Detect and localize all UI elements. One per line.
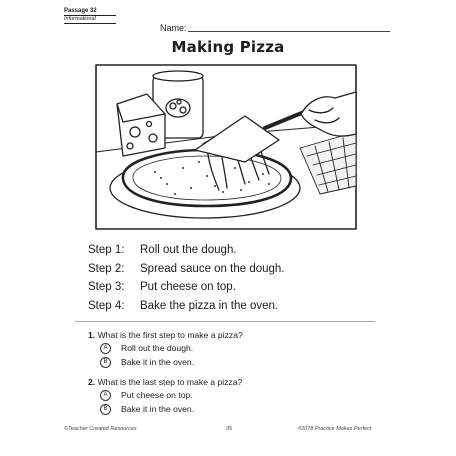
- footer-book-title: #2078 Practice Makes Perfect: [298, 426, 372, 432]
- hand-icon: [301, 92, 356, 136]
- question-number: 2.: [88, 377, 96, 387]
- pizza-illustration: [95, 64, 357, 230]
- step-item: [88, 297, 285, 316]
- question-text: What is the first step to make a pizza?: [97, 330, 243, 340]
- answer-bubble[interactable]: B: [100, 404, 111, 415]
- answer-text: Put cheese on top.: [121, 390, 193, 400]
- answer-text: Roll out the dough.: [121, 343, 194, 353]
- answer-option[interactable]: [100, 404, 194, 415]
- answer-bubble[interactable]: B: [100, 357, 111, 368]
- name-field[interactable]: [188, 31, 390, 32]
- answer-bubble[interactable]: A: [100, 343, 111, 354]
- step-label: Step 4:: [88, 299, 125, 312]
- step-label: Step 2:: [88, 262, 125, 275]
- passage-label: Passage 32: [64, 8, 97, 14]
- spatula-icon: [195, 110, 309, 162]
- step-text: Bake the pizza in the oven.: [140, 299, 279, 312]
- answer-option[interactable]: [100, 343, 193, 354]
- answer-option[interactable]: [100, 390, 193, 401]
- page-title: Making Pizza: [171, 38, 285, 56]
- checkered-cloth: [300, 132, 356, 194]
- name-label: Name:: [160, 23, 187, 33]
- footer-publisher: ©Teacher Created Resources: [64, 426, 137, 432]
- pizza-icon: [123, 150, 291, 206]
- step-item: [88, 278, 285, 297]
- answer-text: Bake it in the oven.: [121, 404, 195, 414]
- question-text: What is the last step to make a pizza?: [97, 377, 243, 387]
- steps-list: [88, 241, 285, 315]
- step-text: Put cheese on top.: [140, 281, 236, 293]
- step-item: [88, 260, 285, 279]
- step-text: Roll out the dough.: [140, 244, 237, 256]
- question-1: [88, 330, 243, 340]
- answer-text: Bake it in the oven.: [121, 357, 195, 367]
- question-number: 1.: [88, 330, 96, 340]
- answer-bubble[interactable]: A: [100, 390, 111, 401]
- step-label: Step 1:: [88, 244, 125, 256]
- answer-option[interactable]: [100, 357, 194, 368]
- step-text: Spread sauce on the dough.: [140, 262, 285, 275]
- step-label: Step 3:: [88, 281, 125, 293]
- step-item: [88, 241, 285, 260]
- genre-label: Informational: [64, 15, 116, 23]
- section-divider: [75, 321, 375, 322]
- question-2: [88, 377, 242, 387]
- page-number: 35: [226, 426, 233, 432]
- passage-tag: [64, 8, 116, 24]
